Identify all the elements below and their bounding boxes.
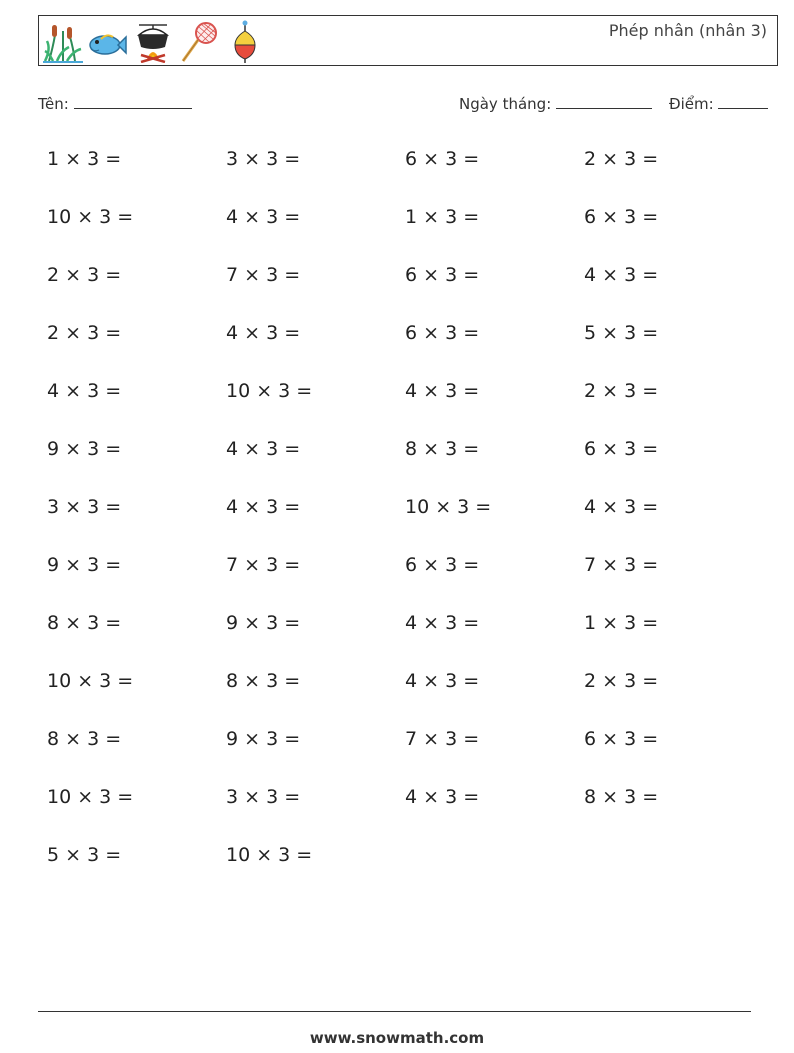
problem-item: 7 × 3 = — [226, 554, 301, 576]
problem-item: 4 × 3 = — [226, 496, 301, 518]
problem-item: 4 × 3 = — [405, 380, 480, 402]
problem-item: 2 × 3 = — [47, 322, 122, 344]
problem-item: 4 × 3 = — [584, 496, 659, 518]
problem-item: 3 × 3 = — [47, 496, 122, 518]
date-field — [459, 94, 652, 113]
reeds-icon — [43, 19, 83, 63]
problem-item: 10 × 3 = — [226, 844, 313, 866]
score-label: Điểm: — [669, 95, 714, 113]
footer-website: www.snowmath.com — [309, 1029, 485, 1047]
problem-item: 7 × 3 = — [584, 554, 659, 576]
fishing-net-icon — [179, 19, 219, 63]
problem-item: 6 × 3 = — [405, 322, 480, 344]
problem-item: 6 × 3 = — [584, 206, 659, 228]
problem-item: 7 × 3 = — [405, 728, 480, 750]
problem-item: 8 × 3 = — [226, 670, 301, 692]
problem-item: 4 × 3 = — [47, 380, 122, 402]
problem-item: 6 × 3 = — [405, 554, 480, 576]
problem-item: 5 × 3 = — [584, 322, 659, 344]
problem-item: 8 × 3 = — [47, 612, 122, 634]
problem-item: 1 × 3 = — [405, 206, 480, 228]
problem-item: 6 × 3 = — [584, 438, 659, 460]
problem-item: 6 × 3 = — [405, 264, 480, 286]
problem-item: 2 × 3 = — [584, 148, 659, 170]
name-label: Tên: — [38, 95, 69, 113]
problem-item: 8 × 3 = — [584, 786, 659, 808]
problem-item: 1 × 3 = — [584, 612, 659, 634]
problem-item: 2 × 3 = — [584, 380, 659, 402]
problem-item: 10 × 3 = — [226, 380, 313, 402]
problem-item: 6 × 3 = — [584, 728, 659, 750]
problem-item: 6 × 3 = — [405, 148, 480, 170]
problem-item: 10 × 3 = — [47, 206, 134, 228]
problem-item: 4 × 3 = — [405, 670, 480, 692]
problem-item: 9 × 3 = — [47, 554, 122, 576]
name-field — [38, 94, 192, 113]
problem-item: 4 × 3 = — [405, 786, 480, 808]
worksheet-header — [38, 15, 778, 66]
problem-item: 4 × 3 = — [226, 206, 301, 228]
problem-item: 1 × 3 = — [47, 148, 122, 170]
score-blank[interactable] — [718, 94, 768, 109]
problem-item: 5 × 3 = — [47, 844, 122, 866]
problem-item: 10 × 3 = — [405, 496, 492, 518]
problem-item: 8 × 3 = — [405, 438, 480, 460]
problem-item: 9 × 3 = — [226, 728, 301, 750]
problem-item: 4 × 3 = — [405, 612, 480, 634]
name-blank[interactable] — [74, 94, 192, 109]
footer-divider — [38, 1011, 751, 1012]
problem-item: 2 × 3 = — [47, 264, 122, 286]
problem-item: 3 × 3 = — [226, 786, 301, 808]
campfire-pot-icon — [133, 19, 173, 63]
problem-item: 10 × 3 = — [47, 670, 134, 692]
problem-item: 9 × 3 = — [47, 438, 122, 460]
problem-item: 7 × 3 = — [226, 264, 301, 286]
score-field — [669, 94, 768, 113]
problem-item: 4 × 3 = — [226, 438, 301, 460]
date-blank[interactable] — [556, 94, 652, 109]
problem-item: 10 × 3 = — [47, 786, 134, 808]
problem-item: 8 × 3 = — [47, 728, 122, 750]
problem-item: 3 × 3 = — [226, 148, 301, 170]
problem-item: 4 × 3 = — [226, 322, 301, 344]
fishing-float-icon — [225, 19, 265, 63]
problem-item: 2 × 3 = — [584, 670, 659, 692]
problem-item: 4 × 3 = — [584, 264, 659, 286]
date-label: Ngày tháng: — [459, 95, 552, 113]
problem-item: 9 × 3 = — [226, 612, 301, 634]
worksheet-title: Phép nhân (nhân 3) — [608, 21, 767, 40]
fish-icon — [87, 19, 127, 63]
